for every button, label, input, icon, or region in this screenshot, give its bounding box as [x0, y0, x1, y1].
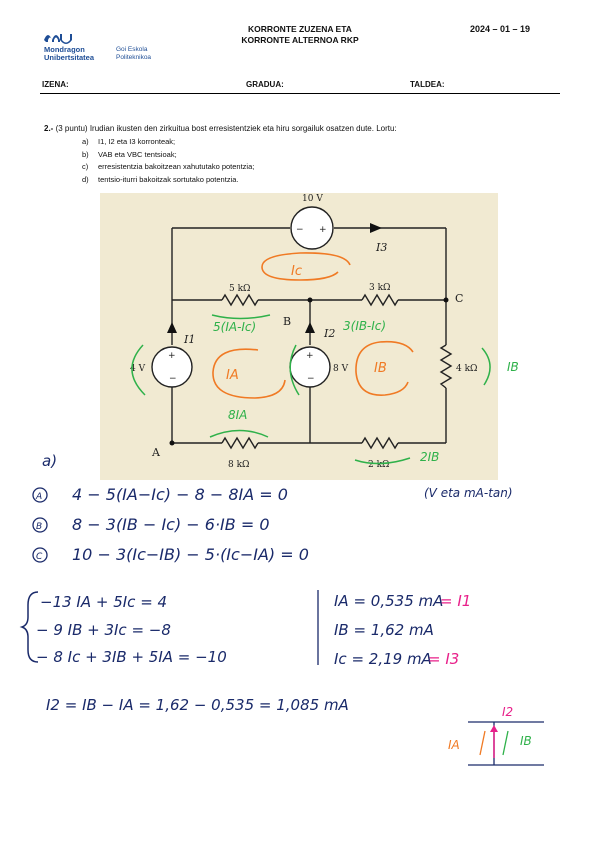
- svg-text:−: −: [307, 374, 315, 384]
- logo-line-2: Unibertsitatea: [44, 53, 95, 62]
- equation-mesh-a: 4 − 5(IA−Ic) − 8 − 8IA = 0: [72, 485, 288, 504]
- question-item-c: c) erresistentzia bakoitzean xahututako potentzia;: [82, 162, 255, 171]
- logo-line-1: Mondragon: [44, 45, 85, 54]
- ib-sketch-arrow-icon: [503, 731, 508, 755]
- svg-text:+: +: [319, 225, 327, 235]
- label-5k: 5 kΩ: [229, 284, 251, 294]
- result-ic-equals-i3: = I3: [428, 650, 460, 668]
- right-loop-label: IB: [507, 360, 519, 374]
- result-ia-equals-i1: = I1: [440, 592, 472, 610]
- svg-text:+: +: [306, 351, 314, 361]
- question-text: (3 puntu) Irudian ikusten den zirkuitua bost erresistentziek eta hiru sorgailuk osatzen dute. Lortu:: [55, 124, 397, 133]
- drop-2k-label: 2IB: [420, 450, 440, 464]
- i2-label: I2: [324, 327, 336, 340]
- title-line-1: KORRONTE ZUZENA ETA: [248, 24, 352, 34]
- label-10v: 10 V: [302, 194, 323, 204]
- question-number: 2.-: [44, 124, 54, 133]
- label-2k: 2 kΩ: [368, 460, 390, 470]
- exam-date: 2024 – 01 – 19: [470, 24, 531, 34]
- logo-school-line-1: Goi Eskola: [116, 46, 148, 53]
- label-4v: 4 V: [130, 364, 146, 374]
- group-field-label: TALDEA:: [410, 80, 445, 89]
- svg-text:−: −: [169, 374, 177, 384]
- name-field-label: IZENA:: [42, 80, 69, 89]
- part-a-label: a): [42, 452, 58, 470]
- loop-b-label: IB: [374, 361, 387, 376]
- i1-label: I1: [184, 333, 196, 346]
- loop-a-label: IA: [226, 368, 239, 383]
- units-note: (V eta mA-tan): [424, 486, 513, 500]
- sketch-i2-label: I2: [502, 705, 514, 719]
- node-b-label: B: [283, 315, 292, 328]
- system-equation-2: − 9 IB + 3Ic = −8: [36, 621, 171, 639]
- logo-school-line-2: Politeknikoa: [116, 54, 152, 61]
- label-8k: 8 kΩ: [228, 460, 250, 470]
- sketch-ib-label: IB: [520, 734, 532, 748]
- loop-c-label: Ic: [291, 264, 302, 279]
- i2-calculation: I2 = IB − IA = 1,62 − 0,535 = 1,085 mA: [46, 696, 349, 714]
- node-a-dot: [170, 441, 175, 446]
- svg-text:+: +: [168, 351, 176, 361]
- equation-mesh-b: 8 − 3(IB − Ic) − 6·IB = 0: [72, 515, 270, 534]
- label-4k: 4 kΩ: [456, 364, 478, 374]
- system-equation-1: −13 IA + 5Ic = 4: [40, 593, 168, 611]
- node-c-dot: [444, 298, 449, 303]
- sketch-ia-label: IA: [448, 738, 460, 752]
- drop-5k-label: 5(IA-Ic): [213, 320, 257, 334]
- node-c-label: C: [455, 292, 464, 305]
- result-ia: IA = 0,535 mA: [334, 592, 444, 610]
- node-b-dot: [308, 298, 313, 303]
- title-line-2: KORRONTE ALTERNOA RKP: [241, 35, 359, 45]
- question-item-a: a) I1, I2 eta I3 korronteak;: [82, 137, 176, 146]
- label-3k: 3 kΩ: [369, 283, 391, 293]
- result-ib: IB = 1,62 mA: [334, 621, 434, 639]
- equation-mesh-c: 10 − 3(Ic−IB) − 5·(Ic−IA) = 0: [72, 545, 309, 564]
- drop-3k-label: 3(IB-Ic): [343, 319, 387, 333]
- question-item-d: d) tentsio-iturri bakoitzak sortutako potentzia.: [82, 174, 239, 184]
- svg-text:A: A: [36, 492, 43, 502]
- result-ic: Ic = 2,19 mA: [334, 650, 432, 668]
- system-equation-3: − 8 Ic + 3IB + 5IA = −10: [36, 648, 227, 666]
- node-a-label: A: [152, 446, 160, 459]
- degree-field-label: GRADUA:: [246, 80, 284, 89]
- drop-8k-label: 8IA: [228, 408, 248, 422]
- svg-text:C: C: [36, 552, 43, 562]
- label-8v: 8 V: [333, 364, 349, 374]
- question-item-b: b) VAB eta VBC tentsioak;: [82, 149, 177, 159]
- svg-text:B: B: [36, 522, 43, 532]
- svg-text:−: −: [296, 225, 304, 235]
- i3-label: I3: [376, 241, 388, 254]
- ia-sketch-arrow-icon: [480, 731, 485, 755]
